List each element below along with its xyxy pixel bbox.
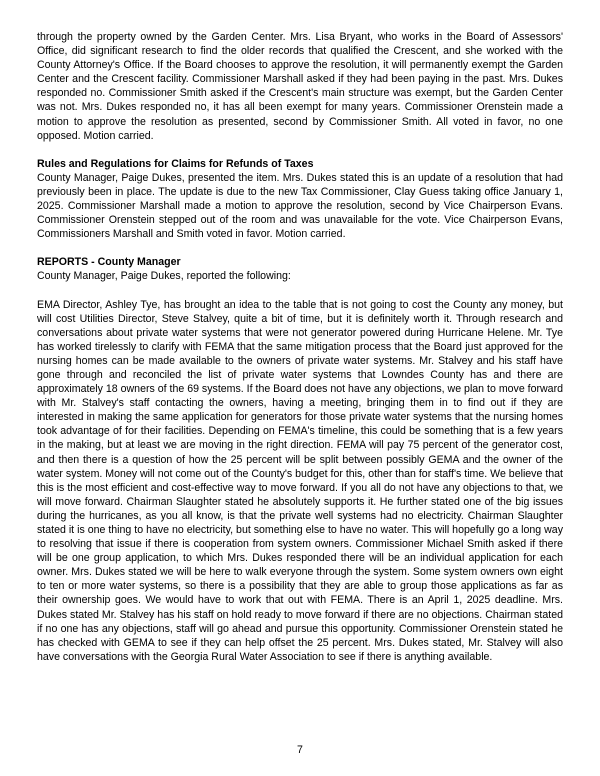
page-number: 7 <box>297 744 303 756</box>
paragraph-ema-water-systems: EMA Director, Ashley Tye, has brought an idea to the table that is not going to cost the County any money, but will cost Utilities Director, Steve Stalvey, quite a bit of time, but it is definitely worth it. Through research and conversations about private water systems that were not generator powered during Hurricane Helene. Mr. Tye has worked tirelessly to clarify with FEMA that the same mitigation process that the Board just approved for the nursing homes can be made available to the owners of private water systems. Mr. Stalvey and his staff have gone through and reconciled the list of private water systems that Lowndes County has and there are approximately 18 owners of the 69 systems. If the Board does not have any objections, we plan to move forward with Mr. Stalvey's staff contacting the owners, having a meeting, bringing them in to find out if they are interested in making the same application for generators for those private water systems that the nursing homes took advantage of for their facilities. Depending on FEMA's timeline, this could be something that is a few years in the making, but at least we are moving in the right direction. FEMA will pay 75 percent of the generator cost, and then there is a question of how the 25 percent will be split between possibly GEMA and the owner of the water system. Money will not come out of the County's budget for this, other than for staff's time. We believe that this is the most efficient and cost-effective way to move forward. If you all do not have any objections to that, we will move forward. Chairman Slaughter stated he absolutely supports it. He further stated one of the big issues during the hurricanes, as you all know, is that the private well systems had no electricity. Chairman Slaughter stated it is one thing to have no electricity, but something else to have no water. This will hopefully go a long way to resolving that issue if there is cooperation from system owners. Commissioner Michael Smith asked if there will be one group application, to which Mrs. Dukes responded there will be an individual application for each owner. Mrs. Dukes stated we will be here to walk everyone through the system. Some system owners own eight to ten or more water systems, so there is a possibility that they are able to group those applications as far as their ownership goes. We would have to work that out with FEMA. There is an April 1, 2025 deadline. Mrs. Dukes stated Mr. Stalvey has his staff on hold ready to move forward if there are no objections. Chairman stated if no one has any objections, staff will go ahead and pursue this opportunity. Commissioner Orenstein stated he has checked with GEMA to see if they can help offset the 25 percent. Mrs. Dukes stated, Mr. Stalvey will also have conversations with the Georgia Rural Water Association to see if there is anything available. <box>37 298 563 663</box>
paragraph-tax-refunds: County Manager, Paige Dukes, presented the item. Mrs. Dukes stated this is an update of a resolution that had previously been in place. The update is due to the new Tax Commissioner, Clay Guess taking office January 1, 2025. Commissioner Marshall made a motion to approve the resolution, second by Vice Chairperson Evans. Commissioner Orenstein stepped out of the room and was unavailable for the vote. Vice Chairperson Evans, Commissioners Marshall and Smith voted in favor. Motion carried. <box>37 171 563 241</box>
paragraph-reports-intro: County Manager, Paige Dukes, reported the following: <box>37 270 291 283</box>
section-heading-reports: REPORTS - County Manager <box>37 256 181 269</box>
section-heading-tax-refunds: Rules and Regulations for Claims for Refunds of Taxes <box>37 157 314 170</box>
paragraph-crescent-exemption: through the property owned by the Garden Center. Mrs. Lisa Bryant, who works in the Board of Assessors' Office, did significant research to find the older records that qualified the Crescent, and she worked with the County Attorney's Office. If the Board chooses to approve the resolution, it will permanently exempt the Garden Center and the Crescent facility. Commissioner Marshall asked if they had been paying in the past. Mrs. Dukes responded no. Commissioner Smith asked if the Crescent's main structure was exempt, but the Garden Center was not. Mrs. Dukes responded no, it has all been exempt for many years. Commissioner Orenstein made a motion to approve the resolution as presented, second by Commissioner Smith. All voted in favor, no one opposed. Motion carried. <box>37 31 563 142</box>
document-body <box>37 30 563 664</box>
